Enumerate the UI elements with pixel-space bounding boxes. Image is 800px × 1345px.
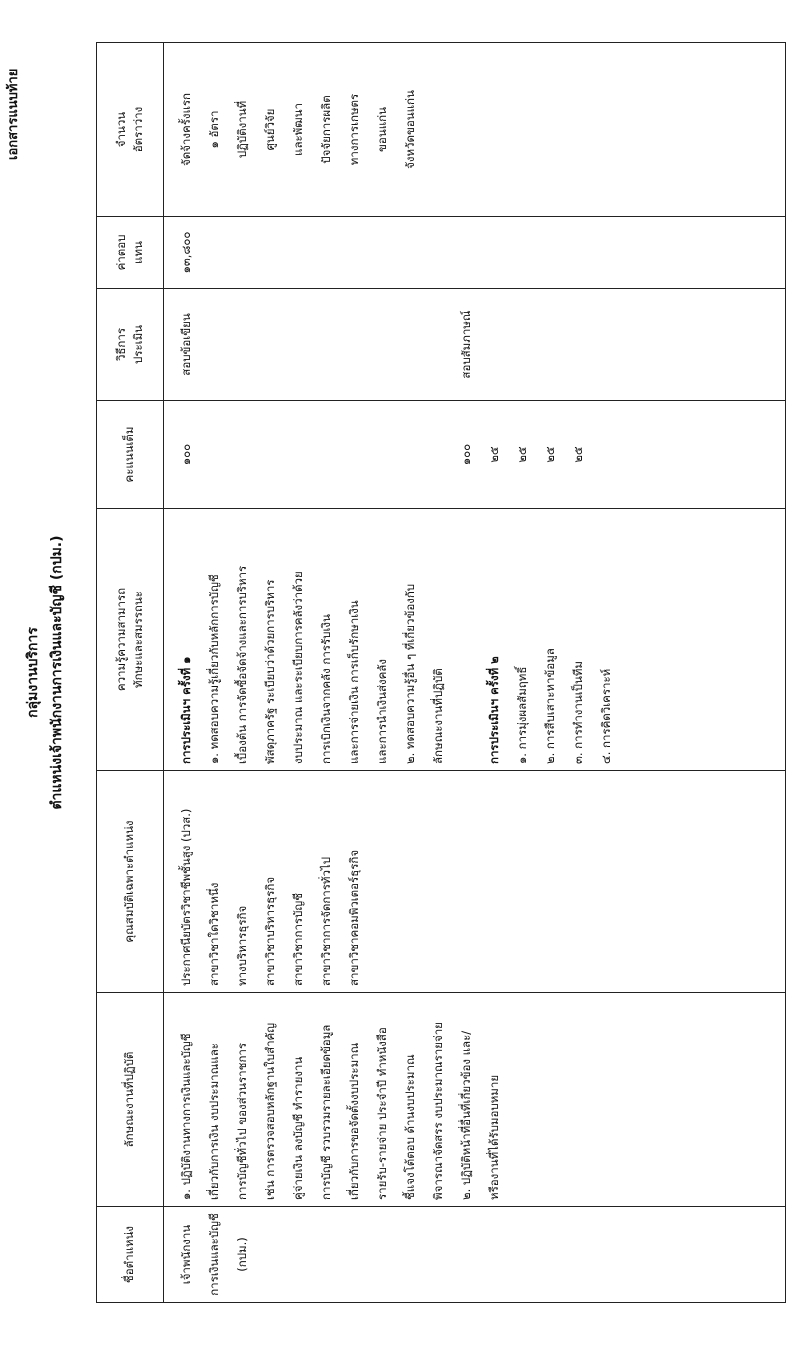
method-round1: สอบข้อเขียน — [179, 313, 193, 376]
round2-line: ๔. การคิดวิเคราะห์ — [599, 668, 613, 764]
round1-line: งบประมาณ และระเบียบการคลังว่าด้วย — [291, 571, 305, 764]
count-line: ปฏิบัติงานที่ — [235, 100, 249, 159]
spacer — [452, 515, 480, 764]
qualification-line: สาขาวิชาคอมพิวเตอร์ธุรกิจ — [347, 849, 361, 986]
round1-line: การเบิกเงินจากคลัง การรับเงิน — [319, 614, 333, 764]
spacer — [396, 407, 424, 502]
header-count-line2: อัตราว่าง — [131, 106, 145, 153]
round1-line: ๑. ทดสอบความรู้เกี่ยวกับหลักการบัญชี — [207, 574, 221, 764]
round1-line: ๒. ทดสอบความรู้อื่น ๆ ที่เกี่ยวข้องกับ — [403, 583, 417, 764]
spacer — [228, 295, 256, 394]
duty-line: การบัญชีทั่วไป ของส่วนราชการ — [235, 1042, 249, 1200]
qualification-line: ทางบริหารธุรกิจ — [235, 905, 249, 986]
score-item: ๒๕ — [515, 446, 529, 463]
header-count-line1: จำนวน — [113, 111, 128, 148]
spacer — [256, 407, 284, 502]
header-row — [97, 43, 164, 1303]
header-position: ชื่อตำแหน่ง — [97, 1207, 164, 1303]
qualification-line: สาขาวิชาการจัดการทั่วไป — [319, 856, 333, 986]
score-item: ๒๕ — [487, 446, 501, 463]
position-line: (กปม.) — [235, 1237, 249, 1272]
qualification-line: ประกาศนียบัตรวิชาชีพชั้นสูง (ปวส.) — [179, 808, 193, 986]
duty-line: ๑. ปฏิบัติงานทางการเงินและบัญชี — [179, 1033, 193, 1200]
cell-score — [164, 401, 786, 509]
round1-line: และการจ่ายเงิน การเก็บรักษาเงิน — [347, 600, 361, 764]
spacer — [340, 407, 368, 502]
round2-line: ๒. การสืบเสาะหาข้อมูล — [543, 648, 557, 764]
count-line: และพัฒนา — [291, 103, 305, 156]
round1-line: และการนำเงินส่งคลัง — [375, 659, 389, 764]
header-method — [97, 289, 164, 401]
spacer — [312, 295, 340, 394]
spacer — [256, 295, 284, 394]
spacer — [424, 407, 452, 502]
count-line: ศูนย์วิจัย — [263, 108, 277, 151]
table-row — [164, 43, 786, 1303]
spacer — [284, 295, 312, 394]
duty-line: เกี่ยวกับการเงิน งบประมาณและ — [207, 1043, 221, 1200]
count-line: จังหวัดขอนแก่น — [403, 90, 417, 169]
spacer — [228, 407, 256, 502]
header-score: คะแนนเต็ม — [97, 401, 164, 509]
spacer — [424, 295, 452, 394]
position-line: การเงินและบัญชี — [207, 1213, 221, 1296]
round2-line: ๓. การทำงานเป็นทีม — [571, 661, 585, 764]
header-pay-line1: ค่าตอบ — [113, 234, 128, 271]
position-spec-table — [96, 42, 786, 1303]
count-line: ปัจจัยการผลิต — [319, 95, 333, 164]
round1-line: เบื้องต้น การจัดซื้อจัดจ้างและการบริหาร — [235, 565, 249, 764]
count-line: ขอนแก่น — [375, 107, 389, 152]
spacer — [368, 407, 396, 502]
header-duties: ลักษณะงานที่ปฏิบัติ — [97, 993, 164, 1207]
cell-competency — [164, 509, 786, 771]
duty-line: การบัญชี รวบรวมรายละเอียดข้อมูล — [319, 1024, 333, 1200]
duty-line: ๒. ปฏิบัติหน้าที่อื่นที่เกี่ยวข้อง และ/ — [459, 1030, 473, 1200]
duty-line: พิจารณาจัดสรร งบประมาณรายจ่าย — [431, 1022, 445, 1200]
round2-title: การประเมินฯ ครั้งที่ ๒ — [487, 656, 501, 764]
cell-pay — [164, 217, 786, 289]
round1-line: ลักษณะงานที่ปฏิบัติ — [431, 668, 445, 764]
header-pay — [97, 217, 164, 289]
header-method-line2: ประเมิน — [131, 324, 145, 365]
score-item: ๒๕ — [543, 446, 557, 463]
position-title: ตำแหน่งเจ้าพนักงานการเงินและบัญชี (กปม.) — [49, 535, 65, 810]
position-line: เจ้าพนักงาน — [179, 1224, 193, 1285]
qualification-line: สาขาวิชาใดวิชาหนึ่ง — [207, 882, 221, 986]
attachment-label: เอกสารแนบท้าย — [6, 68, 21, 160]
cell-position — [164, 1207, 786, 1303]
method-round2: สอบสัมภาษณ์ — [459, 310, 473, 379]
cell-count — [164, 43, 786, 217]
group-heading: กลุ่มงานบริการ — [25, 627, 41, 718]
spacer — [396, 295, 424, 394]
duty-line: หรืองานที่ได้รับมอบหมาย — [487, 1074, 501, 1200]
spacer — [368, 295, 396, 394]
duty-line: ชี้แจงโต้ตอบ ด้านงบประมาณ — [403, 1054, 417, 1200]
duty-line: เกี่ยวกับการขอจัดตั้งงบประมาณ — [347, 1042, 361, 1200]
score-round2: ๑๐๐ — [459, 443, 473, 466]
spacer — [200, 407, 228, 502]
qualification-line: สาขาวิชาการบัญชี — [291, 892, 305, 986]
count-line: จัดจ้างครั้งแรก — [179, 92, 193, 167]
header-qualifications: คุณสมบัติเฉพาะตำแหน่ง — [97, 771, 164, 993]
cell-duties — [164, 993, 786, 1207]
duty-line: คู่จ่ายเงิน ลงบัญชี ทำรายงาน — [291, 1056, 305, 1200]
score-item: ๒๕ — [571, 446, 585, 463]
pay-value: ๑๓,๘๐๐ — [179, 231, 193, 274]
header-pay-line2: แทน — [131, 241, 145, 264]
spacer — [340, 295, 368, 394]
round1-title: การประเมินฯ ครั้งที่ ๑ — [179, 656, 193, 764]
cell-method — [164, 289, 786, 401]
score-round1: ๑๐๐ — [179, 443, 193, 466]
spacer — [284, 407, 312, 502]
header-competency-line2: ทักษะและสมรรถนะ — [131, 591, 145, 688]
spacer — [312, 407, 340, 502]
header-count — [97, 43, 164, 217]
count-line: ๑ อัตรา — [207, 110, 221, 149]
duty-line: รายรับ-รายจ่าย ประจำปี ทำหนังสือ — [375, 1027, 389, 1200]
duty-line: เช่น การตรวจสอบหลักฐานใบสำคัญ — [263, 1022, 277, 1200]
qualification-line: สาขาวิชาบริหารธุรกิจ — [263, 876, 277, 986]
header-competency-line1: ความรู้ความสามารถ — [113, 587, 128, 692]
header-competency — [97, 509, 164, 771]
spacer — [200, 295, 228, 394]
round2-line: ๑. การมุ่งผลสัมฤทธิ์ — [515, 666, 529, 764]
count-line: ทางการเกษตร — [347, 93, 361, 166]
header-method-line1: วิธีการ — [113, 327, 128, 362]
round1-line: พัสดุภาครัฐ ระเบียบว่าด้วยการบริหาร — [263, 579, 277, 764]
cell-qualifications — [164, 771, 786, 993]
